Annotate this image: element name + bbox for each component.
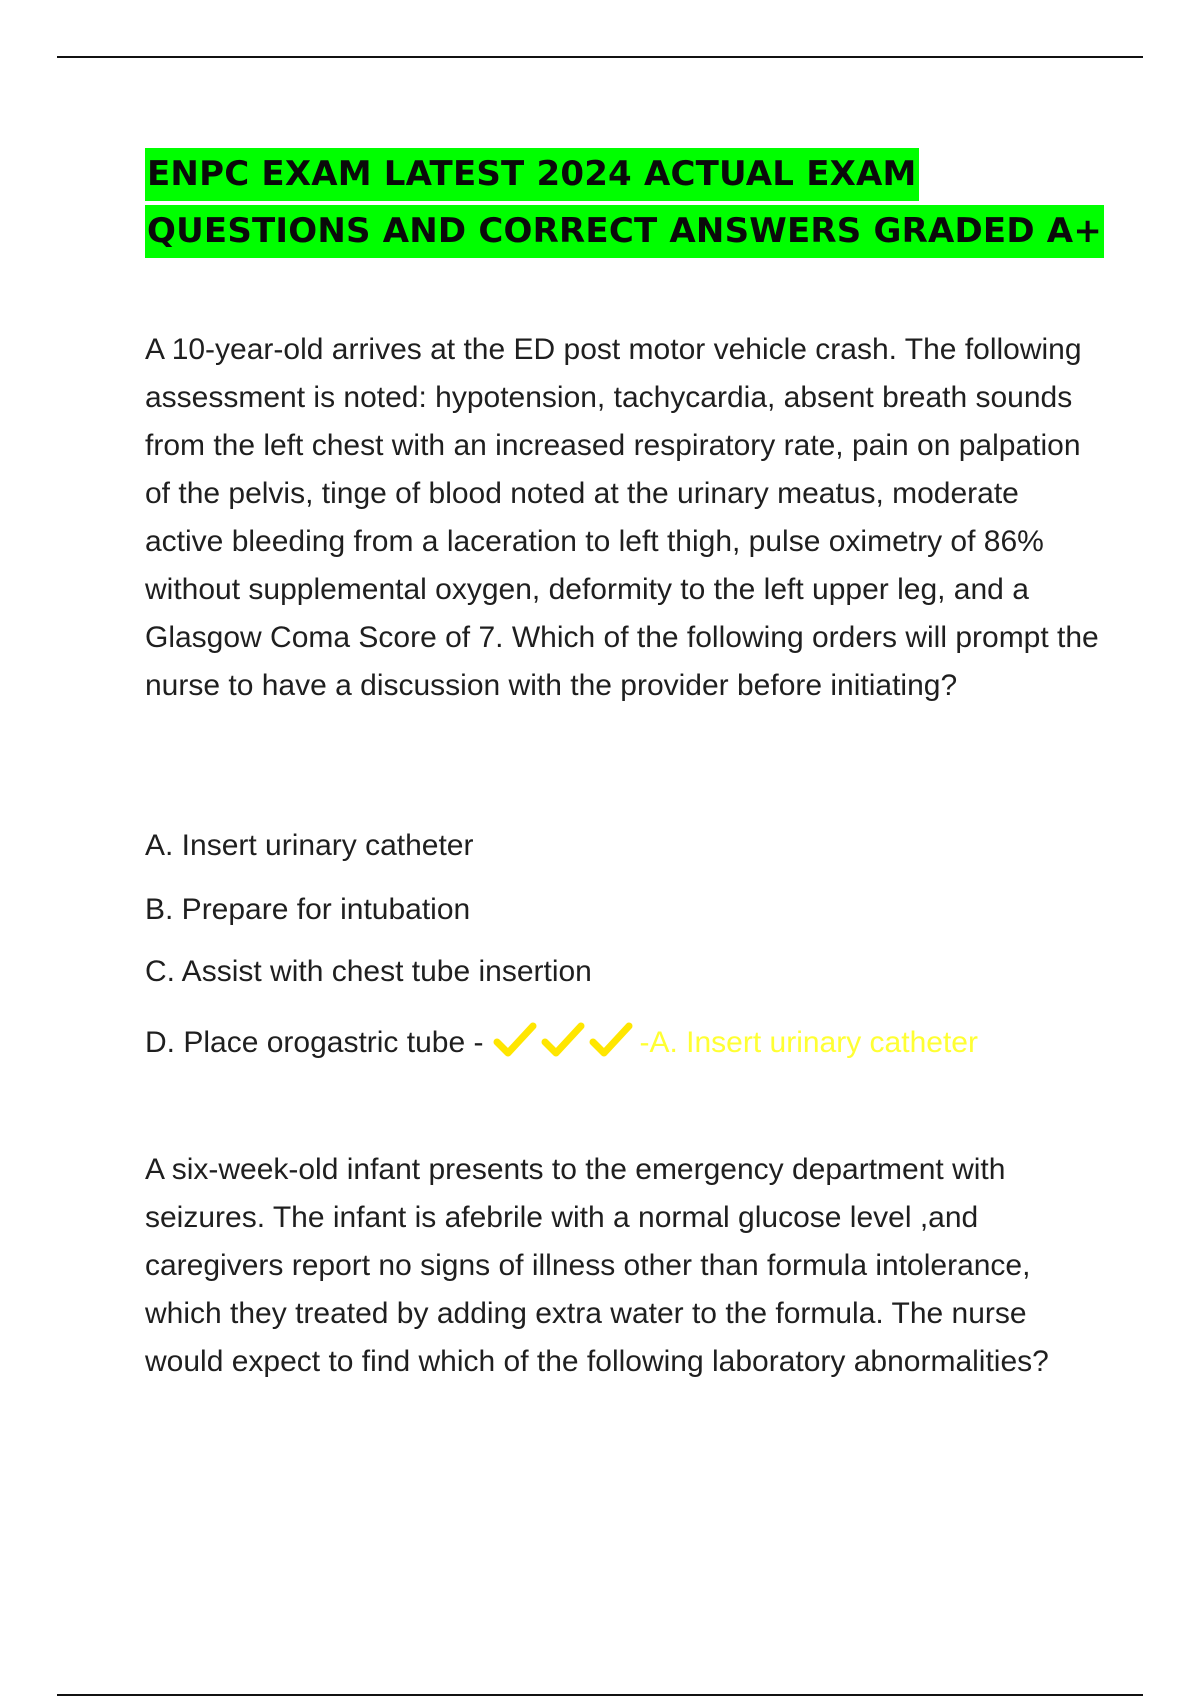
- option-c: C. Assist with chest tube insertion: [145, 955, 592, 988]
- checkmark-icon: [541, 1022, 585, 1058]
- question-1-text: A 10-year-old arrives at the ED post motor vehicle crash. The following assessment is noted: hypotension, tachycardia, absent breath sounds from the left chest with an increased respiratory rate, pain on palpation of the pelvis, tinge of blood noted at the urinary meatus, moderate active bleeding from a laceration to left thigh, pulse oximetry of 86% without supplemental oxygen, deformity to the left upper leg, and a Glasgow Coma Score of 7. Which of the following orders will prompt the nurse to have a discussion with the provider before initiating?: [145, 333, 1099, 702]
- option-b: B. Prepare for intubation: [145, 893, 471, 926]
- document-title: [145, 146, 1105, 260]
- option-a: A. Insert urinary catheter: [145, 829, 474, 862]
- question-2-text: A six-week-old infant presents to the emergency department with seizures. The infant is afebrile with a normal glucose level ,and caregivers report no signs of illness other than formula intolerance, which they treated by adding extra water to the formula. The nurse would expect to find which of the following laboratory abnormalities?: [145, 1153, 1049, 1378]
- option-d-row: [145, 1022, 978, 1069]
- check-marks: [493, 1022, 637, 1069]
- top-rule: [57, 56, 1143, 58]
- checkmark-icon: [589, 1022, 633, 1058]
- checkmark-icon: [493, 1022, 537, 1058]
- bottom-rule: [57, 1694, 1143, 1696]
- answer-text: -A. Insert urinary catheter: [639, 1026, 978, 1059]
- option-d: D. Place orogastric tube -: [145, 1026, 484, 1059]
- title-highlight: ENPC EXAM LATEST 2024 ACTUAL EXAM QUESTIONS AND CORRECT ANSWERS GRADED A+: [145, 148, 1104, 258]
